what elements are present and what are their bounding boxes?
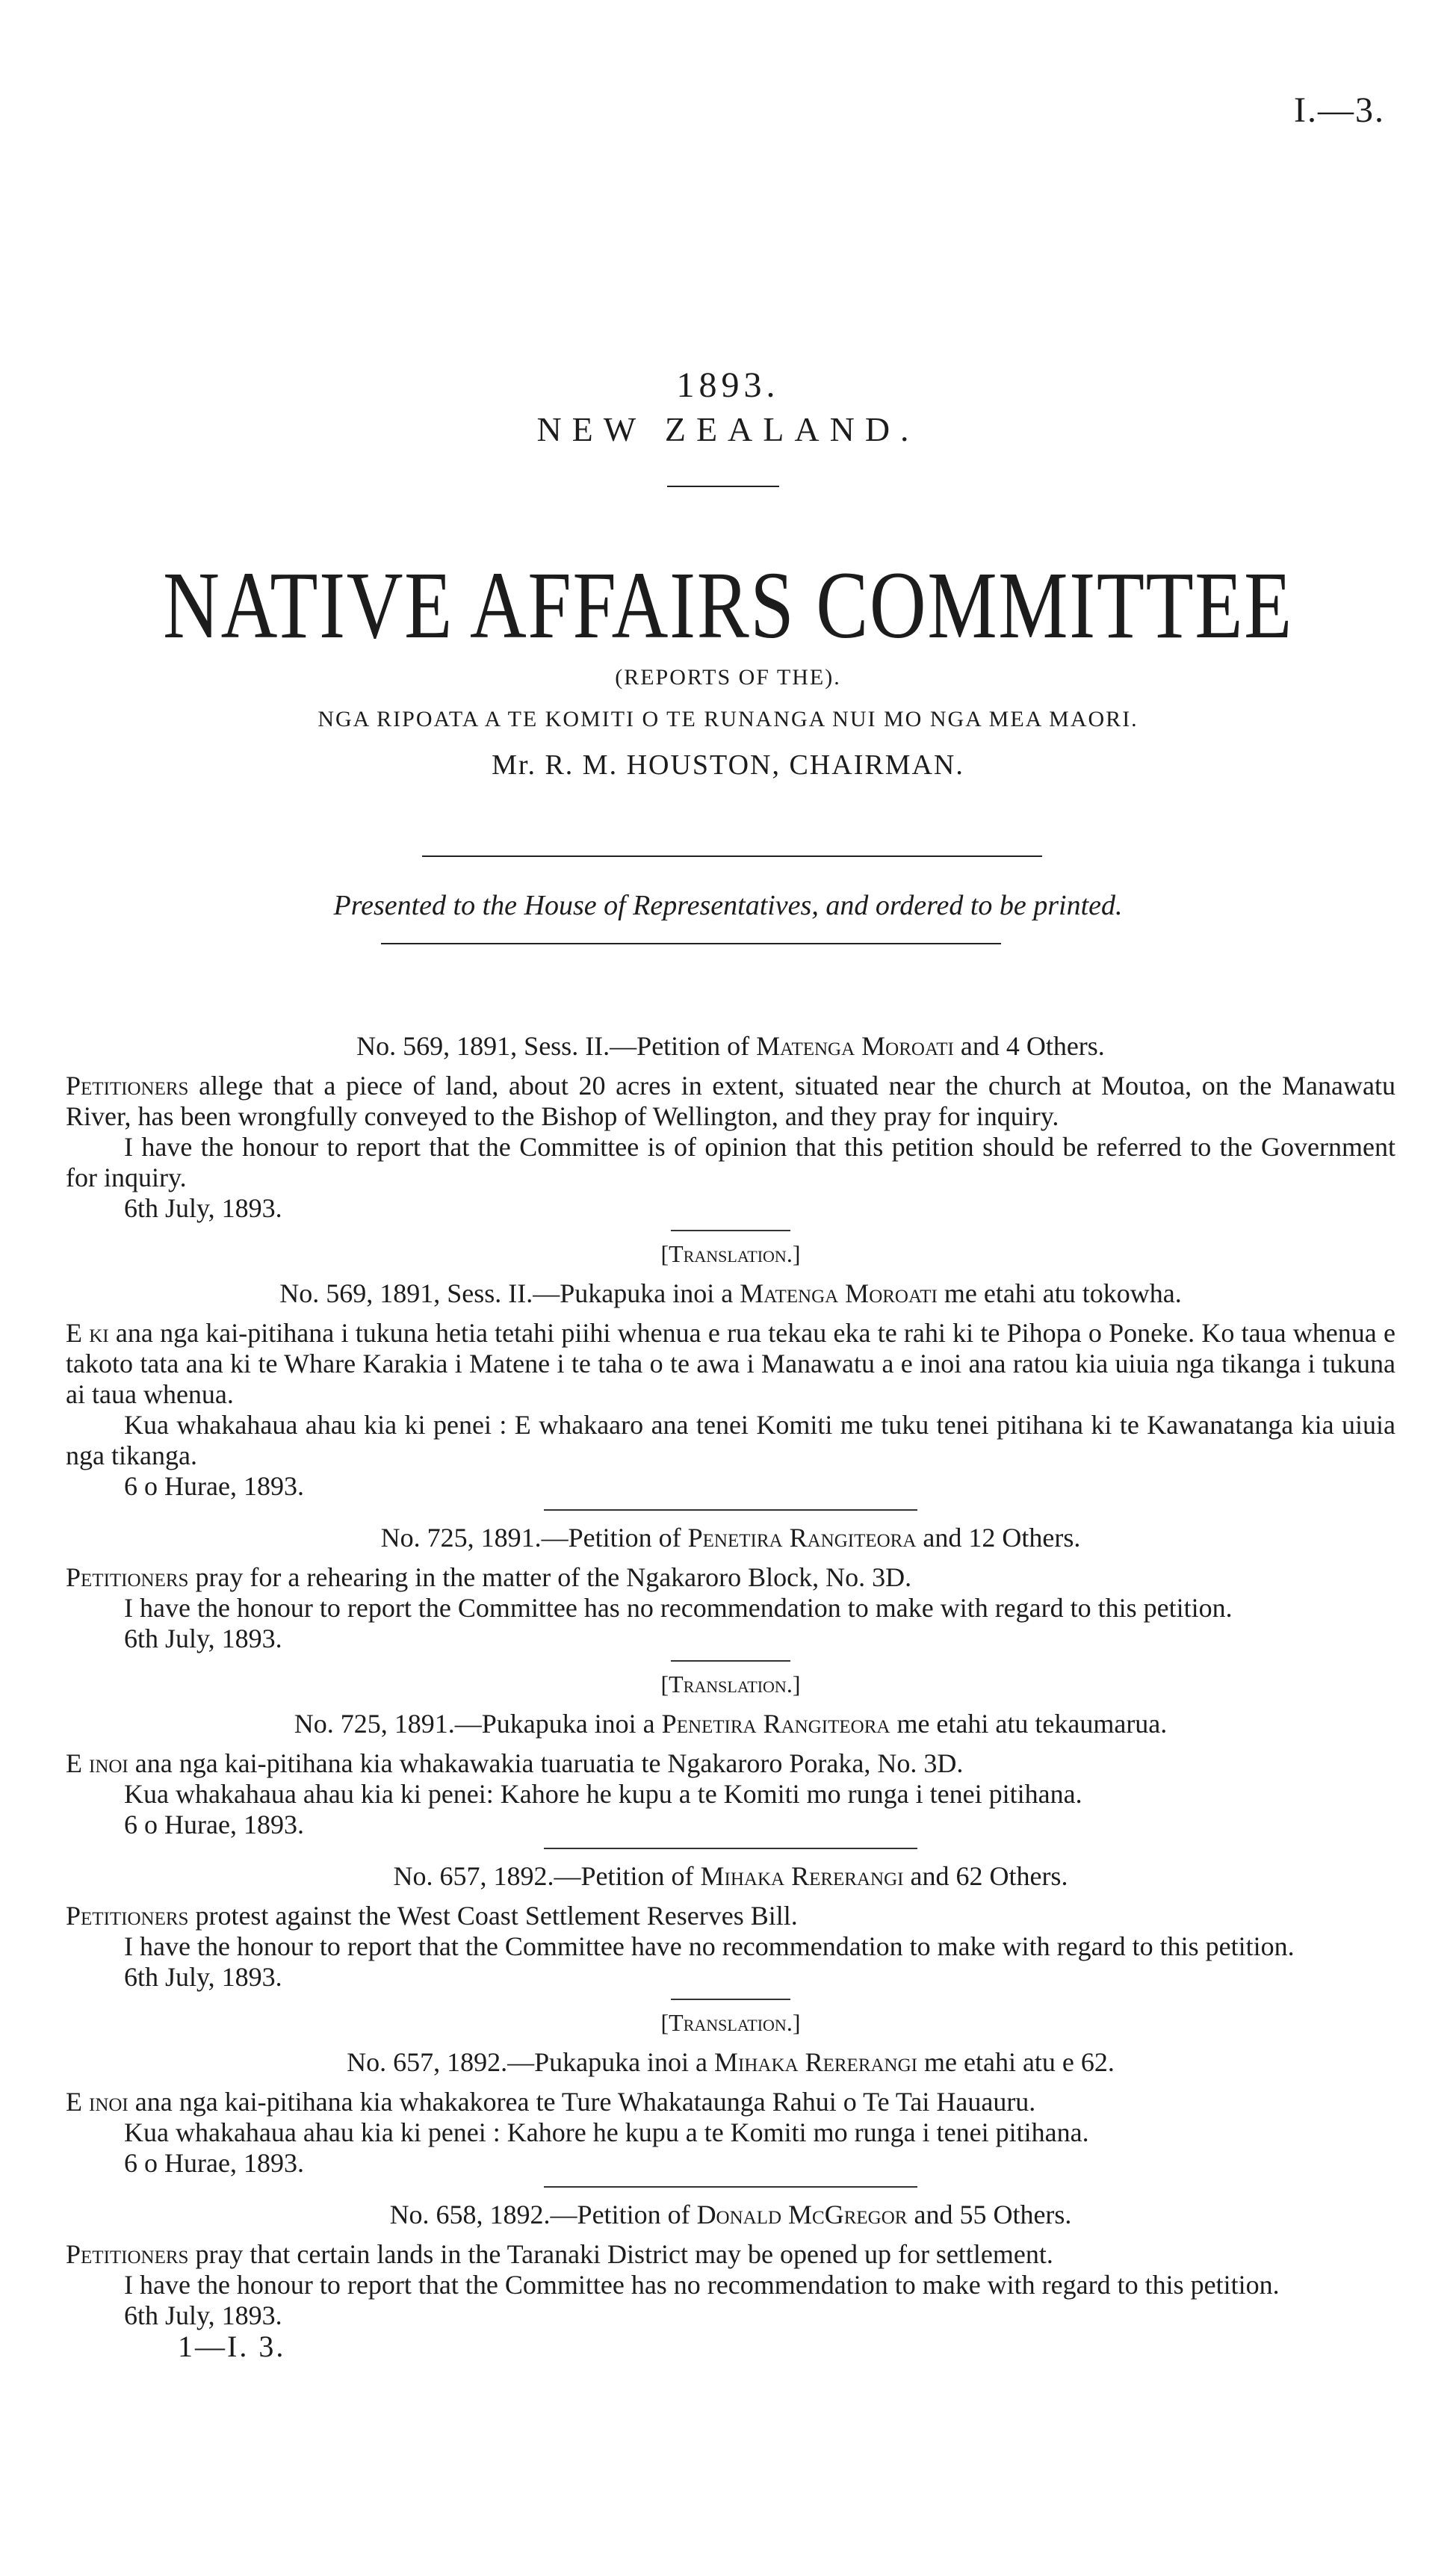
petitioner-name: Penetira Rangiteora xyxy=(661,1709,890,1739)
maori-title: NGA RIPOATA A TE KOMITI O TE RUNANGA NUI MO NGA MEA MAORI. xyxy=(317,707,1139,731)
report-date: 6th July, 1893. xyxy=(124,1193,282,1223)
paragraph-text: ana nga kai-pitihana i tukuna hetia tetahi piihi whenua e rua tekau eka te rahi ki te Pihopa o Poneke. Ko taua whenua e takoto tata ana ki te Whare Karakia i Matene i te taha o te awa i Manawatu a e inoi ana ratou kia uiuia nga tikanga i tukuna ai taua whenua. xyxy=(66,1318,1395,1409)
divider xyxy=(671,1999,790,2000)
translation-others: me etahi atu tekaumarua. xyxy=(890,1709,1168,1739)
translation-date: 6 o Hurae, 1893. xyxy=(124,2148,304,2178)
document-title: NATIVE AFFAIRS COMMITTEE xyxy=(163,552,1293,658)
paragraph-lead: E inoi xyxy=(66,1748,128,1778)
report-date: 6th July, 1893. xyxy=(124,1962,282,1992)
presented-rule-top xyxy=(422,855,1042,857)
petitioner-name: Mihaka Rererangi xyxy=(714,2047,917,2077)
petitioner-name: Matenga Moroati xyxy=(740,1278,938,1308)
committee-report: I have the honour to report that the Committee is of opinion that this petition should be referred to the Government for inquiry. xyxy=(66,1132,1395,1192)
petition-summary xyxy=(66,2239,1395,2270)
section-divider xyxy=(544,1848,917,1849)
translation-report: Kua whakahaua ahau kia ki penei : E whakaaro ana tenei Komiti me tuku tenei pitihana ki te Kawanatanga kia uiuia nga tikanga. xyxy=(66,1410,1395,1470)
translation-heading xyxy=(66,1709,1395,1739)
translation-label: [Translation.] xyxy=(660,1671,801,1698)
committee-report: I have the honour to report the Committee has no recommendation to make with regard to this petition. xyxy=(124,1593,1233,1623)
paragraph-lead: Petitioners xyxy=(66,1901,189,1931)
petition-heading xyxy=(66,1031,1395,1062)
paragraph-lead: Petitioners xyxy=(66,1071,189,1101)
petitioner-name: Donald McGregor xyxy=(696,2200,908,2229)
section-divider xyxy=(544,1509,917,1511)
paragraph-text: pray for a rehearing in the matter of the Ngakaroro Block, No. 3D. xyxy=(188,1562,912,1592)
petition-others: and 12 Others. xyxy=(916,1523,1081,1553)
petition-number: No. 657, 1892.—Petition of xyxy=(393,1861,701,1891)
petitioner-name: Mihaka Rererangi xyxy=(700,1861,904,1891)
divider xyxy=(671,1230,790,1231)
sheet-reference: 1—I. 3. xyxy=(178,2330,286,2363)
translation-label: [Translation.] xyxy=(660,1240,801,1267)
paragraph-text: ana nga kai-pitihana kia whakawakia tuaruatia te Ngakaroro Poraka, No. 3D. xyxy=(128,1748,964,1778)
document-country: NEW ZEALAND. xyxy=(536,410,920,448)
petition-number: No. 658, 1892.—Petition of xyxy=(389,2200,697,2229)
title-divider xyxy=(667,486,779,487)
divider xyxy=(671,1660,790,1662)
paragraph-text: ana nga kai-pitihana kia whakakorea te Ture Whakataunga Rahui o Te Tai Hauauru. xyxy=(128,2087,1036,2117)
petition-heading xyxy=(66,2200,1395,2230)
petition-others: and 4 Others. xyxy=(953,1031,1105,1061)
paragraph-lead: Petitioners xyxy=(66,1562,189,1592)
translation-date: 6 o Hurae, 1893. xyxy=(124,1471,304,1501)
translation-heading xyxy=(66,1278,1395,1309)
paragraph-lead: E ki xyxy=(66,1318,109,1348)
chairman-line: Mr. R. M. HOUSTON, CHAIRMAN. xyxy=(492,749,964,781)
petition-summary xyxy=(66,1901,1395,1931)
translation-heading xyxy=(66,2047,1395,2078)
page-reference: I.—3. xyxy=(1294,90,1385,130)
section-divider xyxy=(544,2186,917,2188)
petition-summary xyxy=(66,1562,1395,1593)
translation-report: Kua whakahaua ahau kia ki penei : Kahore he kupu a te Komiti mo runga i tenei pitihana. xyxy=(124,2117,1089,2147)
presented-rule-bottom xyxy=(381,943,1001,944)
translation-summary xyxy=(66,1318,1395,1410)
paragraph-text: pray that certain lands in the Taranaki District may be opened up for settlement. xyxy=(188,2239,1053,2269)
presented-line: Presented to the House of Representatives, and ordered to be printed. xyxy=(333,890,1123,921)
petitioner-name: Penetira Rangiteora xyxy=(687,1523,917,1553)
document-body xyxy=(66,1024,1395,2362)
translation-summary xyxy=(66,2087,1395,2117)
committee-report: I have the honour to report that the Committee have no recommendation to make with regard to this petition. xyxy=(124,1931,1295,1961)
report-date: 6th July, 1893. xyxy=(124,1624,282,1653)
translation-number: No. 657, 1892.—Pukapuka inoi a xyxy=(347,2047,715,2077)
paragraph-lead: E inoi xyxy=(66,2087,128,2117)
document-subtitle: (REPORTS OF THE). xyxy=(615,665,841,690)
committee-report: I have the honour to report that the Committee has no recommendation to make with regard to this petition. xyxy=(124,2270,1280,2300)
petition-number: No. 725, 1891.—Petition of xyxy=(380,1523,688,1553)
petition-heading xyxy=(66,1523,1395,1553)
translation-others: me etahi atu tokowha. xyxy=(937,1278,1182,1308)
petition-summary xyxy=(66,1071,1395,1132)
petition-others: and 62 Others. xyxy=(903,1861,1068,1891)
petitioner-name: Matenga Moroati xyxy=(756,1031,954,1061)
petition-heading xyxy=(66,1861,1395,1892)
translation-report: Kua whakahaua ahau kia ki penei: Kahore he kupu a te Komiti mo runga i tenei pitihana. xyxy=(124,1779,1082,1809)
translation-summary xyxy=(66,1748,1395,1779)
paragraph-text: protest against the West Coast Settlement Reserves Bill. xyxy=(188,1901,798,1931)
translation-number: No. 569, 1891, Sess. II.—Pukapuka inoi a xyxy=(279,1278,740,1308)
petition-others: and 55 Others. xyxy=(907,2200,1072,2229)
report-date: 6th July, 1893. xyxy=(124,2300,282,2330)
paragraph-lead: Petitioners xyxy=(66,2239,189,2269)
translation-date: 6 o Hurae, 1893. xyxy=(124,1810,304,1839)
document-year: 1893. xyxy=(676,365,780,405)
petition-number: No. 569, 1891, Sess. II.—Petition of xyxy=(356,1031,757,1061)
translation-number: No. 725, 1891.—Pukapuka inoi a xyxy=(294,1709,662,1739)
translation-label: [Translation.] xyxy=(660,2009,801,2036)
paragraph-text: allege that a piece of land, about 20 acres in extent, situated near the church at Moutoa, on the Manawatu River, has been wrongfully conveyed to the Bishop of Wellington, and they pray for inquiry. xyxy=(66,1071,1395,1131)
translation-others: me etahi atu e 62. xyxy=(917,2047,1115,2077)
